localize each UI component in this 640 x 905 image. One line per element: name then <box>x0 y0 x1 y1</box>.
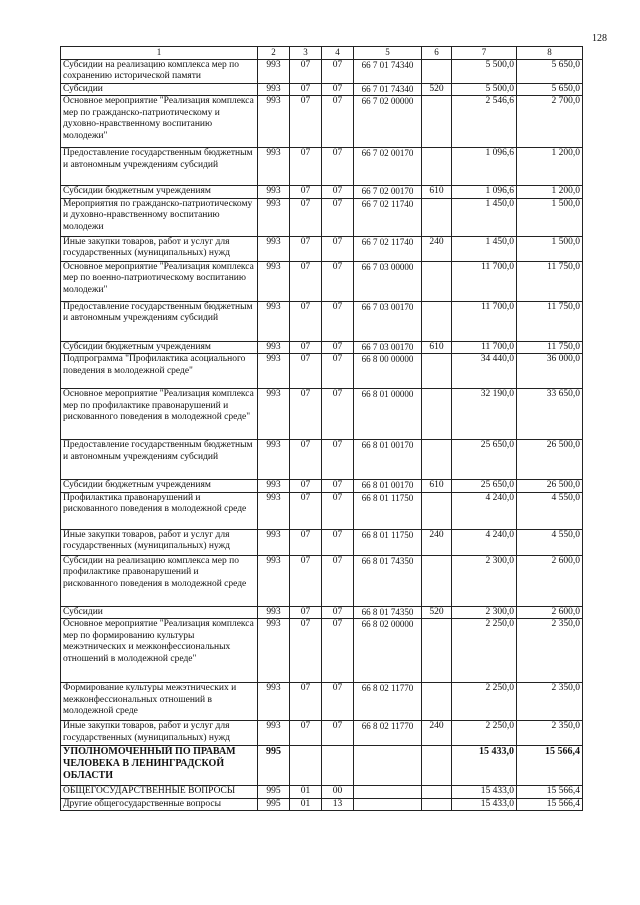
subsection-code-cell <box>322 746 354 786</box>
admin-code-cell: 993 <box>258 606 290 619</box>
amount-year2-cell: 26 500,0 <box>517 480 583 493</box>
subsection-code-cell: 07 <box>322 480 354 493</box>
row-name-cell: Субсидии <box>61 606 258 619</box>
target-article-cell: 66 7 01 74340 <box>354 59 422 83</box>
table-row <box>61 59 583 83</box>
expense-type-cell <box>422 389 452 440</box>
amount-year1-cell: 5 500,0 <box>452 59 517 83</box>
header-cell: 8 <box>517 47 583 60</box>
section-code-cell: 07 <box>290 301 322 341</box>
amount-year1-cell: 2 250,0 <box>452 619 517 683</box>
table-row <box>61 529 583 555</box>
admin-code-cell: 993 <box>258 683 290 721</box>
admin-code-cell: 993 <box>258 619 290 683</box>
amount-year2-cell: 1 500,0 <box>517 198 583 236</box>
expense-type-cell: 240 <box>422 236 452 261</box>
row-name-cell: Предоставление государственным бюджетным и автономным учреждениям субсидий <box>61 301 258 341</box>
row-name-cell: Предоставление государственным бюджетным и автономным учреждениям субсидий <box>61 148 258 186</box>
admin-code-cell: 993 <box>258 198 290 236</box>
target-article-cell: 66 8 02 11770 <box>354 683 422 721</box>
admin-code-cell: 993 <box>258 440 290 480</box>
amount-year2-cell: 1 200,0 <box>517 186 583 199</box>
subsection-code-cell: 07 <box>322 721 354 746</box>
amount-year2-cell: 36 000,0 <box>517 354 583 389</box>
table-row <box>61 198 583 236</box>
amount-year2-cell: 26 500,0 <box>517 440 583 480</box>
section-code-cell: 07 <box>290 721 322 746</box>
expense-type-cell: 610 <box>422 341 452 354</box>
section-code-cell: 07 <box>290 389 322 440</box>
amount-year2-cell: 1 200,0 <box>517 148 583 186</box>
expense-type-cell <box>422 96 452 148</box>
admin-code-cell: 993 <box>258 354 290 389</box>
target-article-cell: 66 7 03 00170 <box>354 301 422 341</box>
amount-year1-cell: 25 650,0 <box>452 480 517 493</box>
amount-year1-cell: 25 650,0 <box>452 440 517 480</box>
expense-type-cell: 610 <box>422 186 452 199</box>
table-row <box>61 96 583 148</box>
subsection-code-cell: 07 <box>322 186 354 199</box>
subsection-code-cell: 07 <box>322 301 354 341</box>
section-code-cell: 07 <box>290 440 322 480</box>
table-row <box>61 606 583 619</box>
admin-code-cell: 993 <box>258 186 290 199</box>
amount-year1-cell: 34 440,0 <box>452 354 517 389</box>
page-number: 128 <box>592 33 607 44</box>
amount-year1-cell: 1 450,0 <box>452 198 517 236</box>
section-code-cell: 07 <box>290 683 322 721</box>
section-code-cell: 07 <box>290 341 322 354</box>
amount-year1-cell: 15 433,0 <box>452 786 517 799</box>
admin-code-cell: 993 <box>258 236 290 261</box>
subsection-code-cell: 07 <box>322 148 354 186</box>
section-code-cell <box>290 746 322 786</box>
subsection-code-cell: 00 <box>322 786 354 799</box>
table-row <box>61 798 583 811</box>
table-row <box>61 148 583 186</box>
section-code-cell: 07 <box>290 555 322 606</box>
admin-code-cell: 993 <box>258 529 290 555</box>
expense-type-cell <box>422 619 452 683</box>
amount-year2-cell: 2 600,0 <box>517 606 583 619</box>
row-name-cell: Иные закупки товаров, работ и услуг для государственных (муниципальных) нужд <box>61 236 258 261</box>
target-article-cell: 66 7 02 00000 <box>354 96 422 148</box>
table-row <box>61 492 583 529</box>
row-name-cell: Иные закупки товаров, работ и услуг для государственных (муниципальных) нужд <box>61 529 258 555</box>
subsection-code-cell: 07 <box>322 59 354 83</box>
subsection-code-cell: 07 <box>322 354 354 389</box>
section-code-cell: 07 <box>290 148 322 186</box>
target-article-cell <box>354 798 422 811</box>
subsection-code-cell: 07 <box>322 261 354 301</box>
row-name-cell: Субсидии на реализацию комплекса мер по сохранению исторической памяти <box>61 59 258 83</box>
section-code-cell: 07 <box>290 606 322 619</box>
subsection-code-cell: 07 <box>322 389 354 440</box>
header-cell: 6 <box>422 47 452 60</box>
row-name-cell: Профилактика правонарушений и рискованного поведения в молодежной среде <box>61 492 258 529</box>
section-code-cell: 01 <box>290 786 322 799</box>
section-code-cell: 07 <box>290 96 322 148</box>
amount-year1-cell: 32 190,0 <box>452 389 517 440</box>
admin-code-cell: 993 <box>258 83 290 96</box>
amount-year1-cell: 2 300,0 <box>452 555 517 606</box>
amount-year1-cell: 11 700,0 <box>452 301 517 341</box>
row-name-cell: Другие общегосударственные вопросы <box>61 798 258 811</box>
target-article-cell: 66 8 00 00000 <box>354 354 422 389</box>
header-cell: 5 <box>354 47 422 60</box>
header-cell: 4 <box>322 47 354 60</box>
target-article-cell: 66 7 02 11740 <box>354 198 422 236</box>
admin-code-cell: 993 <box>258 721 290 746</box>
row-name-cell: Иные закупки товаров, работ и услуг для государственных (муниципальных) нужд <box>61 721 258 746</box>
admin-code-cell: 993 <box>258 389 290 440</box>
table-row <box>61 186 583 199</box>
admin-code-cell: 993 <box>258 480 290 493</box>
table-row <box>61 354 583 389</box>
row-name-cell: Основное мероприятие "Реализация комплекса мер по гражданско-патриотическому и духовно-нравственному воспитанию молодежи" <box>61 96 258 148</box>
amount-year2-cell: 11 750,0 <box>517 301 583 341</box>
subsection-code-cell: 07 <box>322 96 354 148</box>
table-row <box>61 301 583 341</box>
table-row <box>61 480 583 493</box>
amount-year1-cell: 1 096,6 <box>452 148 517 186</box>
section-code-cell: 07 <box>290 492 322 529</box>
amount-year2-cell: 15 566,4 <box>517 746 583 786</box>
amount-year1-cell: 2 250,0 <box>452 721 517 746</box>
budget-table <box>60 46 583 811</box>
row-name-cell: Субсидии на реализацию комплекса мер по профилактике правонарушений и рискованного поведения в молодежной среде <box>61 555 258 606</box>
subsection-code-cell: 07 <box>322 492 354 529</box>
amount-year2-cell: 33 650,0 <box>517 389 583 440</box>
section-code-cell: 07 <box>290 480 322 493</box>
amount-year2-cell: 2 600,0 <box>517 555 583 606</box>
admin-code-cell: 993 <box>258 59 290 83</box>
amount-year1-cell: 15 433,0 <box>452 746 517 786</box>
target-article-cell: 66 7 02 00170 <box>354 186 422 199</box>
section-code-cell: 07 <box>290 83 322 96</box>
expense-type-cell: 520 <box>422 606 452 619</box>
subsection-code-cell: 07 <box>322 683 354 721</box>
section-code-cell: 07 <box>290 261 322 301</box>
amount-year1-cell: 1 096,6 <box>452 186 517 199</box>
row-name-cell: Основное мероприятие "Реализация комплекса мер по профилактике правонарушений и рискованного поведения в молодежной среде" <box>61 389 258 440</box>
admin-code-cell: 993 <box>258 555 290 606</box>
expense-type-cell <box>422 683 452 721</box>
amount-year2-cell: 1 500,0 <box>517 236 583 261</box>
section-code-cell: 07 <box>290 186 322 199</box>
row-name-cell: УПОЛНОМОЧЕННЫЙ ПО ПРАВАМ ЧЕЛОВЕКА В ЛЕНИНГРАДСКОЙ ОБЛАСТИ <box>61 746 258 786</box>
table-row <box>61 619 583 683</box>
amount-year2-cell: 5 650,0 <box>517 59 583 83</box>
expense-type-cell: 240 <box>422 721 452 746</box>
section-code-cell: 07 <box>290 619 322 683</box>
table-row <box>61 555 583 606</box>
amount-year1-cell: 11 700,0 <box>452 261 517 301</box>
row-name-cell: Основное мероприятие "Реализация комплекса мер по военно-патриотическому воспитанию молодежи" <box>61 261 258 301</box>
expense-type-cell <box>422 148 452 186</box>
target-article-cell: 66 7 02 11740 <box>354 236 422 261</box>
table-row <box>61 746 583 786</box>
section-code-cell: 07 <box>290 354 322 389</box>
subsection-code-cell: 07 <box>322 341 354 354</box>
row-name-cell: Предоставление государственным бюджетным и автономным учреждениям субсидий <box>61 440 258 480</box>
target-article-cell: 66 7 03 00170 <box>354 341 422 354</box>
row-name-cell: Субсидии <box>61 83 258 96</box>
table-row <box>61 786 583 799</box>
table-row <box>61 236 583 261</box>
amount-year2-cell: 4 550,0 <box>517 529 583 555</box>
admin-code-cell: 995 <box>258 746 290 786</box>
amount-year2-cell: 11 750,0 <box>517 341 583 354</box>
expense-type-cell <box>422 301 452 341</box>
admin-code-cell: 993 <box>258 96 290 148</box>
row-name-cell: Субсидии бюджетным учреждениям <box>61 480 258 493</box>
subsection-code-cell: 07 <box>322 529 354 555</box>
target-article-cell: 66 8 01 11750 <box>354 529 422 555</box>
amount-year1-cell: 11 700,0 <box>452 341 517 354</box>
target-article-cell: 66 8 01 00000 <box>354 389 422 440</box>
amount-year1-cell: 5 500,0 <box>452 83 517 96</box>
subsection-code-cell: 07 <box>322 555 354 606</box>
target-article-cell: 66 8 02 11770 <box>354 721 422 746</box>
table-row <box>61 83 583 96</box>
target-article-cell: 66 8 01 74350 <box>354 606 422 619</box>
target-article-cell <box>354 746 422 786</box>
subsection-code-cell: 13 <box>322 798 354 811</box>
table-row <box>61 440 583 480</box>
expense-type-cell <box>422 746 452 786</box>
admin-code-cell: 993 <box>258 261 290 301</box>
header-cell: 2 <box>258 47 290 60</box>
target-article-cell: 66 8 01 00170 <box>354 440 422 480</box>
subsection-code-cell: 07 <box>322 440 354 480</box>
amount-year2-cell: 5 650,0 <box>517 83 583 96</box>
amount-year2-cell: 11 750,0 <box>517 261 583 301</box>
target-article-cell: 66 8 02 00000 <box>354 619 422 683</box>
row-name-cell: Мероприятия по гражданско-патриотическому и духовно-нравственному воспитанию молодежи <box>61 198 258 236</box>
expense-type-cell <box>422 786 452 799</box>
expense-type-cell: 240 <box>422 529 452 555</box>
table-row <box>61 341 583 354</box>
subsection-code-cell: 07 <box>322 619 354 683</box>
amount-year2-cell: 4 550,0 <box>517 492 583 529</box>
amount-year1-cell: 15 433,0 <box>452 798 517 811</box>
amount-year2-cell: 15 566,4 <box>517 786 583 799</box>
row-name-cell: Подпрограмма "Профилактика асоциального поведения в молодежной среде" <box>61 354 258 389</box>
admin-code-cell: 995 <box>258 798 290 811</box>
target-article-cell: 66 8 01 74350 <box>354 555 422 606</box>
amount-year2-cell: 15 566,4 <box>517 798 583 811</box>
target-article-cell: 66 7 01 74340 <box>354 83 422 96</box>
amount-year2-cell: 2 350,0 <box>517 721 583 746</box>
target-article-cell: 66 8 01 00170 <box>354 480 422 493</box>
section-code-cell: 07 <box>290 529 322 555</box>
row-name-cell: Субсидии бюджетным учреждениям <box>61 186 258 199</box>
admin-code-cell: 993 <box>258 341 290 354</box>
section-code-cell: 07 <box>290 198 322 236</box>
expense-type-cell: 520 <box>422 83 452 96</box>
expense-type-cell <box>422 354 452 389</box>
amount-year2-cell: 2 700,0 <box>517 96 583 148</box>
target-article-cell: 66 8 01 11750 <box>354 492 422 529</box>
row-name-cell: Субсидии бюджетным учреждениям <box>61 341 258 354</box>
amount-year2-cell: 2 350,0 <box>517 683 583 721</box>
table-row <box>61 683 583 721</box>
expense-type-cell <box>422 440 452 480</box>
subsection-code-cell: 07 <box>322 606 354 619</box>
table-row <box>61 721 583 746</box>
row-name-cell: Формирование культуры межэтнических и межконфессиональных отношений в молодежной среде <box>61 683 258 721</box>
expense-type-cell <box>422 59 452 83</box>
admin-code-cell: 993 <box>258 148 290 186</box>
table-row <box>61 261 583 301</box>
header-cell: 3 <box>290 47 322 60</box>
amount-year1-cell: 4 240,0 <box>452 529 517 555</box>
header-cell: 1 <box>61 47 258 60</box>
expense-type-cell: 610 <box>422 480 452 493</box>
row-name-cell: Основное мероприятие "Реализация комплекса мер по формированию культуры межэтнических и межконфессиональных отношений в молодежной среде" <box>61 619 258 683</box>
row-name-cell: ОБЩЕГОСУДАРСТВЕННЫЕ ВОПРОСЫ <box>61 786 258 799</box>
header-row <box>61 47 583 60</box>
amount-year1-cell: 2 300,0 <box>452 606 517 619</box>
target-article-cell: 66 7 02 00170 <box>354 148 422 186</box>
amount-year1-cell: 4 240,0 <box>452 492 517 529</box>
amount-year1-cell: 2 250,0 <box>452 683 517 721</box>
admin-code-cell: 993 <box>258 301 290 341</box>
subsection-code-cell: 07 <box>322 198 354 236</box>
section-code-cell: 01 <box>290 798 322 811</box>
target-article-cell <box>354 786 422 799</box>
amount-year2-cell: 2 350,0 <box>517 619 583 683</box>
amount-year1-cell: 1 450,0 <box>452 236 517 261</box>
expense-type-cell <box>422 261 452 301</box>
section-code-cell: 07 <box>290 59 322 83</box>
section-code-cell: 07 <box>290 236 322 261</box>
expense-type-cell <box>422 198 452 236</box>
expense-type-cell <box>422 555 452 606</box>
target-article-cell: 66 7 03 00000 <box>354 261 422 301</box>
admin-code-cell: 993 <box>258 492 290 529</box>
expense-type-cell <box>422 798 452 811</box>
subsection-code-cell: 07 <box>322 236 354 261</box>
subsection-code-cell: 07 <box>322 83 354 96</box>
header-cell: 7 <box>452 47 517 60</box>
amount-year1-cell: 2 546,6 <box>452 96 517 148</box>
admin-code-cell: 995 <box>258 786 290 799</box>
expense-type-cell <box>422 492 452 529</box>
table-row <box>61 389 583 440</box>
